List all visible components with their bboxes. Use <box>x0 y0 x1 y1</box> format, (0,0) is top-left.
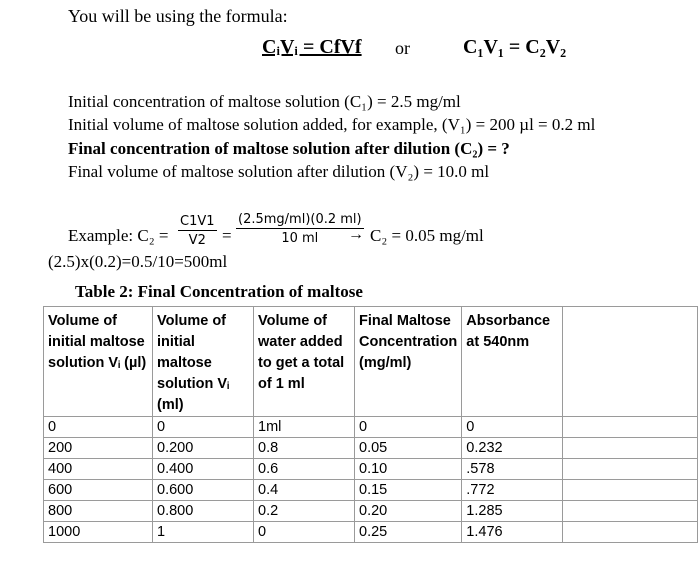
cell-volume-ml: 1 <box>153 522 254 543</box>
cell-empty <box>563 501 698 522</box>
fraction-2-numerator: (2.5mg/ml)(0.2 ml) <box>238 212 362 227</box>
header-volume-ml: Volume of initial maltose solution Vᵢ (ml) <box>153 307 254 417</box>
cell-volume-ul: 1000 <box>44 522 153 543</box>
table-row <box>44 459 698 480</box>
fraction-2-denominator: 10 ml <box>281 231 319 246</box>
header-absorbance: Absorbance at 540nm <box>462 307 563 417</box>
cell-absorbance: .772 <box>462 480 563 501</box>
cell-empty <box>563 438 698 459</box>
table-row <box>44 417 698 438</box>
right-arrow-icon: → <box>348 226 364 243</box>
cell-water: 0 <box>254 522 355 543</box>
concentration-table <box>43 306 698 543</box>
table-row <box>44 438 698 459</box>
cell-absorbance: 0.232 <box>462 438 563 459</box>
example-result: C₂ = 0.05 mg/ml <box>370 226 484 245</box>
cell-volume-ml: 0.600 <box>153 480 254 501</box>
table-row <box>44 522 698 543</box>
given-initial-volume: Initial volume of maltose solution added, for example, (V₁) = 200 µl = 0.2 ml <box>68 115 596 134</box>
table-row <box>44 501 698 522</box>
given-final-volume: Final volume of maltose solution after dilution (V₂) = 10.0 ml <box>68 162 490 181</box>
intro-text: You will be using the formula: <box>68 6 288 26</box>
cell-absorbance: .578 <box>462 459 563 480</box>
cell-volume-ul: 0 <box>44 417 153 438</box>
cell-concentration: 0.05 <box>355 438 462 459</box>
fraction-1-numerator: C1V1 <box>180 214 215 229</box>
formula-ci-vi: CᵢVᵢ = CfVf <box>262 36 362 58</box>
header-final-concentration: Final Maltose Concentration (mg/ml) <box>355 307 462 417</box>
example-fraction-1 <box>178 214 217 248</box>
given-final-concentration: Final concentration of maltose solution after dilution (C₂) = ? <box>68 139 510 158</box>
table-title: Table 2: Final Concentration of maltose <box>75 282 363 301</box>
cell-empty <box>563 417 698 438</box>
header-volume-ul: Volume of initial maltose solution Vᵢ (µl) <box>44 307 153 417</box>
cell-water: 0.2 <box>254 501 355 522</box>
cell-absorbance: 0 <box>462 417 563 438</box>
example-fraction-2 <box>236 212 364 246</box>
cell-volume-ul: 400 <box>44 459 153 480</box>
header-water-added: Volume of water added to get a total of 1 ml <box>254 307 355 417</box>
cell-absorbance: 1.285 <box>462 501 563 522</box>
cell-water: 0.8 <box>254 438 355 459</box>
cell-empty <box>563 522 698 543</box>
cell-volume-ul: 200 <box>44 438 153 459</box>
cell-volume-ml: 0 <box>153 417 254 438</box>
header-empty <box>563 307 698 417</box>
cell-empty <box>563 480 698 501</box>
cell-water: 1ml <box>254 417 355 438</box>
cell-concentration: 0.25 <box>355 522 462 543</box>
cell-volume-ml: 0.800 <box>153 501 254 522</box>
table-header-row <box>44 307 698 417</box>
cell-absorbance: 1.476 <box>462 522 563 543</box>
cell-concentration: 0 <box>355 417 462 438</box>
formula-c1-v1: C₁V₁ = C₂V₂ <box>463 36 567 58</box>
cell-volume-ul: 600 <box>44 480 153 501</box>
cell-empty <box>563 459 698 480</box>
cell-concentration: 0.10 <box>355 459 462 480</box>
cell-concentration: 0.20 <box>355 501 462 522</box>
cell-concentration: 0.15 <box>355 480 462 501</box>
handwritten-calc-note: (2.5)x(0.2)=0.5/10=500ml <box>48 252 228 271</box>
cell-water: 0.4 <box>254 480 355 501</box>
table-row <box>44 480 698 501</box>
example-equals: = <box>222 226 232 245</box>
cell-water: 0.6 <box>254 459 355 480</box>
cell-volume-ml: 0.200 <box>153 438 254 459</box>
cell-volume-ul: 800 <box>44 501 153 522</box>
formula-or: or <box>395 38 410 58</box>
fraction-1-denominator: V2 <box>188 233 206 248</box>
cell-volume-ml: 0.400 <box>153 459 254 480</box>
example-label: Example: C₂ = <box>68 226 169 245</box>
given-initial-concentration: Initial concentration of maltose solution (C₁) = 2.5 mg/ml <box>68 92 461 111</box>
